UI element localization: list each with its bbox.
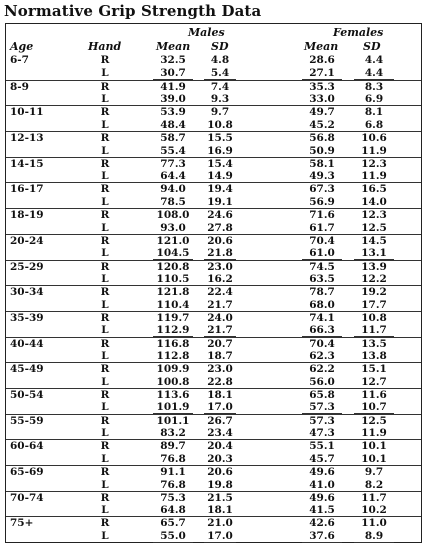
hand-cell: L bbox=[101, 144, 109, 157]
hand-cell: R bbox=[100, 466, 110, 478]
female-sd-cell: 14.5 bbox=[361, 234, 387, 247]
female-mean-cell: 62.2 bbox=[309, 363, 335, 376]
female-mean-cell: 47.3 bbox=[302, 427, 342, 440]
hand-cell: L bbox=[101, 247, 109, 260]
hand-cell: L bbox=[101, 221, 109, 234]
table-header bbox=[6, 24, 421, 54]
female-mean-cell: 49.7 bbox=[309, 106, 335, 119]
female-mean-cell: 37.6 bbox=[302, 530, 342, 543]
female-sd-cell: 11.9 bbox=[354, 145, 394, 158]
male-mean-cell: 93.0 bbox=[153, 222, 193, 235]
age-group-row bbox=[6, 337, 421, 363]
male-sd-cell: 5.4 bbox=[204, 67, 236, 80]
female-mean-cell: 74.1 bbox=[309, 311, 335, 324]
female-sd-cell: 16.5 bbox=[361, 183, 387, 196]
hand-cell: R bbox=[100, 209, 110, 222]
table-body bbox=[6, 54, 421, 542]
female-sd-cell: 11.9 bbox=[354, 427, 394, 440]
hand-cell: R bbox=[100, 363, 110, 376]
male-sd-cell: 17.0 bbox=[204, 530, 236, 543]
age-group-row bbox=[6, 157, 421, 183]
age-group-row bbox=[6, 234, 421, 260]
hand-cell: L bbox=[101, 350, 109, 363]
hand-cell: L bbox=[101, 324, 109, 337]
male-sd-column-header: SD bbox=[211, 40, 229, 53]
male-mean-cell: 65.7 bbox=[160, 517, 186, 530]
male-sd-cell: 23.4 bbox=[204, 427, 236, 440]
female-mean-cell: 41.5 bbox=[302, 504, 342, 517]
male-mean-cell: 75.3 bbox=[160, 491, 186, 504]
hand-cell: R bbox=[100, 106, 110, 119]
age-cell: 60-64 bbox=[10, 440, 44, 453]
male-mean-cell: 64.8 bbox=[153, 504, 193, 517]
female-sd-cell: 6.8 bbox=[354, 119, 394, 132]
male-sd-cell: 22.4 bbox=[207, 286, 233, 299]
hand-cell: R bbox=[100, 80, 110, 93]
page-title: Normative Grip Strength Data bbox=[4, 2, 262, 20]
male-mean-cell: 101.1 bbox=[156, 414, 190, 427]
age-group-row bbox=[6, 414, 421, 440]
female-sd-cell: 12.2 bbox=[354, 273, 394, 286]
male-mean-cell: 53.9 bbox=[160, 106, 186, 119]
female-sd-cell: 8.9 bbox=[354, 530, 394, 543]
male-sd-cell: 18.1 bbox=[207, 388, 233, 401]
female-mean-cell: 49.3 bbox=[302, 170, 342, 183]
male-mean-cell: 120.8 bbox=[156, 260, 190, 273]
age-cell: 14-15 bbox=[10, 157, 44, 170]
age-group-row bbox=[6, 54, 421, 80]
male-mean-cell: 109.9 bbox=[156, 363, 190, 376]
hand-cell: L bbox=[101, 529, 109, 542]
age-group-row bbox=[6, 285, 421, 311]
hand-cell: L bbox=[101, 298, 109, 311]
female-mean-cell: 70.4 bbox=[309, 234, 335, 247]
hand-cell: R bbox=[100, 388, 110, 401]
male-sd-cell: 15.4 bbox=[207, 157, 233, 170]
age-group-row bbox=[6, 80, 421, 106]
hand-cell: R bbox=[100, 183, 110, 196]
hand-cell: R bbox=[100, 132, 110, 145]
male-sd-cell: 21.7 bbox=[204, 324, 236, 337]
female-sd-cell: 10.1 bbox=[354, 453, 394, 466]
male-mean-cell: 64.4 bbox=[153, 170, 193, 183]
male-sd-cell: 9.7 bbox=[210, 106, 230, 119]
male-sd-cell: 16.2 bbox=[204, 273, 236, 286]
male-sd-cell: 27.8 bbox=[204, 222, 236, 235]
age-cell: 30-34 bbox=[10, 286, 44, 299]
male-mean-cell: 116.8 bbox=[156, 337, 190, 350]
female-mean-cell: 65.8 bbox=[309, 388, 335, 401]
female-sd-cell: 13.5 bbox=[361, 337, 387, 350]
age-cell: 50-54 bbox=[10, 388, 44, 401]
age-group-row bbox=[6, 465, 421, 491]
age-cell: 12-13 bbox=[10, 132, 44, 145]
female-mean-cell: 70.4 bbox=[309, 337, 335, 350]
age-cell: 10-11 bbox=[10, 106, 44, 119]
female-mean-cell: 50.9 bbox=[302, 145, 342, 158]
hand-cell: L bbox=[101, 93, 109, 106]
age-cell: 25-29 bbox=[10, 260, 44, 273]
age-group-row bbox=[6, 516, 421, 542]
female-sd-cell: 8.2 bbox=[354, 479, 394, 492]
male-mean-cell: 76.8 bbox=[153, 479, 193, 492]
age-cell: 75+ bbox=[10, 517, 34, 530]
female-sd-cell: 10.8 bbox=[361, 311, 387, 324]
hand-column-header: Hand bbox=[88, 40, 122, 53]
female-mean-cell: 35.3 bbox=[309, 80, 335, 93]
male-sd-cell: 19.4 bbox=[207, 183, 233, 196]
female-mean-cell: 42.6 bbox=[309, 517, 335, 530]
male-mean-cell: 39.0 bbox=[153, 93, 193, 106]
female-sd-cell: 13.1 bbox=[354, 247, 394, 260]
hand-cell: R bbox=[100, 54, 110, 66]
female-mean-cell: 45.2 bbox=[302, 119, 342, 132]
male-sd-cell: 23.0 bbox=[207, 260, 233, 273]
female-sd-cell: 8.3 bbox=[364, 80, 384, 93]
male-mean-cell: 91.1 bbox=[160, 466, 186, 478]
age-group-row bbox=[6, 105, 421, 131]
age-group-row bbox=[6, 362, 421, 388]
male-mean-cell: 48.4 bbox=[153, 119, 193, 132]
hand-cell: L bbox=[101, 427, 109, 440]
male-mean-cell: 110.5 bbox=[153, 273, 193, 286]
female-sd-cell: 4.4 bbox=[364, 54, 384, 66]
age-group-row bbox=[6, 311, 421, 337]
female-mean-cell: 57.3 bbox=[302, 401, 342, 414]
males-group-header: Males bbox=[188, 26, 225, 39]
age-cell: 45-49 bbox=[10, 363, 44, 376]
male-mean-cell: 76.8 bbox=[153, 453, 193, 466]
hand-cell: R bbox=[100, 157, 110, 170]
age-cell: 70-74 bbox=[10, 491, 44, 504]
female-sd-cell: 10.2 bbox=[354, 504, 394, 517]
male-sd-cell: 4.8 bbox=[210, 54, 230, 66]
female-mean-cell: 78.7 bbox=[309, 286, 335, 299]
age-group-row bbox=[6, 491, 421, 517]
hand-cell: R bbox=[100, 491, 110, 504]
females-group-header: Females bbox=[333, 26, 384, 39]
age-group-row bbox=[6, 208, 421, 234]
female-mean-cell: 56.9 bbox=[302, 196, 342, 209]
age-cell: 35-39 bbox=[10, 311, 44, 324]
female-sd-cell: 11.7 bbox=[354, 324, 394, 337]
age-cell: 20-24 bbox=[10, 234, 44, 247]
female-sd-cell: 10.7 bbox=[354, 401, 394, 414]
female-sd-cell: 12.3 bbox=[361, 209, 387, 222]
hand-cell: R bbox=[100, 517, 110, 530]
hand-cell: L bbox=[101, 401, 109, 414]
female-sd-cell: 12.5 bbox=[361, 414, 387, 427]
female-sd-cell: 10.1 bbox=[361, 440, 387, 453]
male-mean-cell: 121.0 bbox=[156, 234, 190, 247]
female-sd-cell: 13.9 bbox=[361, 260, 387, 273]
age-cell: 8-9 bbox=[10, 80, 29, 93]
male-sd-cell: 15.5 bbox=[207, 132, 233, 145]
age-cell: 16-17 bbox=[10, 183, 44, 196]
male-mean-cell: 119.7 bbox=[156, 311, 190, 324]
female-mean-cell: 58.1 bbox=[309, 157, 335, 170]
female-mean-cell: 68.0 bbox=[302, 299, 342, 312]
female-sd-cell: 6.9 bbox=[354, 93, 394, 106]
male-mean-cell: 89.7 bbox=[160, 440, 186, 453]
hand-cell: L bbox=[101, 66, 109, 79]
age-cell: 6-7 bbox=[10, 54, 29, 66]
hand-cell: L bbox=[101, 504, 109, 517]
hand-cell: R bbox=[100, 286, 110, 299]
hand-cell: L bbox=[101, 478, 109, 491]
male-mean-cell: 110.4 bbox=[153, 299, 193, 312]
male-sd-cell: 18.7 bbox=[204, 350, 236, 363]
female-sd-cell: 11.9 bbox=[354, 170, 394, 183]
male-sd-cell: 18.1 bbox=[204, 504, 236, 517]
male-sd-cell: 19.1 bbox=[204, 196, 236, 209]
female-mean-cell: 62.3 bbox=[302, 350, 342, 363]
male-mean-cell: 55.4 bbox=[153, 145, 193, 158]
female-mean-cell: 61.0 bbox=[302, 247, 342, 260]
female-mean-column-header: Mean bbox=[304, 40, 339, 53]
male-sd-cell: 20.3 bbox=[204, 453, 236, 466]
male-mean-cell: 104.5 bbox=[153, 247, 193, 260]
female-sd-column-header: SD bbox=[363, 40, 381, 53]
hand-cell: L bbox=[101, 273, 109, 285]
male-mean-cell: 83.2 bbox=[153, 427, 193, 440]
female-mean-cell: 57.3 bbox=[309, 414, 335, 427]
female-sd-cell: 15.1 bbox=[361, 363, 387, 376]
male-sd-cell: 20.4 bbox=[207, 440, 233, 453]
male-mean-cell: 55.0 bbox=[153, 530, 193, 543]
male-mean-cell: 101.9 bbox=[153, 401, 193, 414]
female-mean-cell: 45.7 bbox=[302, 453, 342, 466]
male-sd-cell: 20.7 bbox=[207, 337, 233, 350]
female-sd-cell: 9.7 bbox=[364, 466, 384, 478]
hand-cell: R bbox=[100, 414, 110, 427]
male-sd-cell: 22.8 bbox=[204, 376, 236, 389]
female-mean-cell: 55.1 bbox=[309, 440, 335, 453]
male-sd-cell: 17.0 bbox=[204, 401, 236, 414]
female-sd-cell: 10.6 bbox=[361, 132, 387, 145]
age-cell: 55-59 bbox=[10, 414, 44, 427]
male-mean-cell: 113.6 bbox=[156, 388, 190, 401]
female-mean-cell: 28.6 bbox=[309, 54, 335, 66]
age-group-row bbox=[6, 388, 421, 414]
male-sd-cell: 16.9 bbox=[204, 145, 236, 158]
male-mean-cell: 58.7 bbox=[160, 132, 186, 145]
male-sd-cell: 20.6 bbox=[207, 466, 233, 478]
female-mean-cell: 41.0 bbox=[302, 479, 342, 492]
male-mean-cell: 41.9 bbox=[160, 80, 186, 93]
female-sd-cell: 11.7 bbox=[361, 491, 387, 504]
female-sd-cell: 8.1 bbox=[364, 106, 384, 119]
male-mean-cell: 32.5 bbox=[160, 54, 186, 66]
female-mean-cell: 49.6 bbox=[309, 466, 335, 478]
female-sd-cell: 12.7 bbox=[354, 376, 394, 389]
hand-cell: L bbox=[101, 118, 109, 131]
female-sd-cell: 12.5 bbox=[354, 222, 394, 235]
age-column-header: Age bbox=[10, 40, 34, 53]
age-group-row bbox=[6, 439, 421, 465]
male-mean-cell: 121.8 bbox=[156, 286, 190, 299]
female-mean-cell: 63.5 bbox=[302, 273, 342, 286]
hand-cell: R bbox=[100, 234, 110, 247]
male-sd-cell: 21.8 bbox=[204, 247, 236, 260]
hand-cell: L bbox=[101, 452, 109, 465]
male-mean-cell: 108.0 bbox=[156, 209, 190, 222]
female-mean-cell: 56.0 bbox=[302, 376, 342, 389]
male-mean-cell: 78.5 bbox=[153, 196, 193, 209]
male-mean-cell: 112.8 bbox=[153, 350, 193, 363]
female-sd-cell: 11.0 bbox=[361, 517, 387, 530]
age-group-row bbox=[6, 131, 421, 157]
male-sd-cell: 10.8 bbox=[204, 119, 236, 132]
female-mean-cell: 56.8 bbox=[309, 132, 335, 145]
male-sd-cell: 20.6 bbox=[207, 234, 233, 247]
age-group-row bbox=[6, 260, 421, 286]
male-sd-cell: 21.7 bbox=[204, 299, 236, 312]
male-sd-cell: 24.6 bbox=[207, 209, 233, 222]
hand-cell: R bbox=[100, 311, 110, 324]
female-mean-cell: 67.3 bbox=[309, 183, 335, 196]
female-mean-cell: 61.7 bbox=[302, 222, 342, 235]
female-mean-cell: 71.6 bbox=[309, 209, 335, 222]
female-mean-cell: 27.1 bbox=[302, 67, 342, 80]
male-mean-cell: 100.8 bbox=[153, 376, 193, 389]
male-mean-cell: 77.3 bbox=[160, 157, 186, 170]
female-mean-cell: 74.5 bbox=[309, 260, 335, 273]
age-cell: 65-69 bbox=[10, 466, 44, 478]
female-sd-cell: 4.4 bbox=[354, 67, 394, 80]
female-mean-cell: 33.0 bbox=[302, 93, 342, 106]
male-sd-cell: 26.7 bbox=[207, 414, 233, 427]
female-mean-cell: 49.6 bbox=[309, 491, 335, 504]
female-sd-cell: 13.8 bbox=[354, 350, 394, 363]
female-sd-cell: 17.7 bbox=[354, 299, 394, 312]
age-cell: 40-44 bbox=[10, 337, 44, 350]
male-sd-cell: 14.9 bbox=[204, 170, 236, 183]
male-sd-cell: 23.0 bbox=[207, 363, 233, 376]
female-sd-cell: 19.2 bbox=[361, 286, 387, 299]
hand-cell: R bbox=[100, 337, 110, 350]
grip-strength-table bbox=[5, 23, 422, 543]
male-sd-cell: 19.8 bbox=[204, 479, 236, 492]
hand-cell: R bbox=[100, 440, 110, 453]
male-sd-cell: 9.3 bbox=[204, 93, 236, 106]
hand-cell: L bbox=[101, 375, 109, 388]
male-sd-cell: 21.0 bbox=[207, 517, 233, 530]
male-sd-cell: 21.5 bbox=[207, 491, 233, 504]
female-sd-cell: 14.0 bbox=[354, 196, 394, 209]
male-sd-cell: 24.0 bbox=[207, 311, 233, 324]
male-sd-cell: 7.4 bbox=[210, 80, 230, 93]
female-mean-cell: 66.3 bbox=[302, 324, 342, 337]
female-sd-cell: 11.6 bbox=[361, 388, 387, 401]
male-mean-cell: 112.9 bbox=[153, 324, 193, 337]
male-mean-column-header: Mean bbox=[156, 40, 191, 53]
hand-cell: R bbox=[100, 260, 110, 273]
age-group-row bbox=[6, 182, 421, 208]
female-sd-cell: 12.3 bbox=[361, 157, 387, 170]
hand-cell: L bbox=[101, 170, 109, 183]
male-mean-cell: 94.0 bbox=[160, 183, 186, 196]
age-cell: 18-19 bbox=[10, 209, 44, 222]
male-mean-cell: 30.7 bbox=[153, 67, 193, 80]
hand-cell: L bbox=[101, 195, 109, 208]
